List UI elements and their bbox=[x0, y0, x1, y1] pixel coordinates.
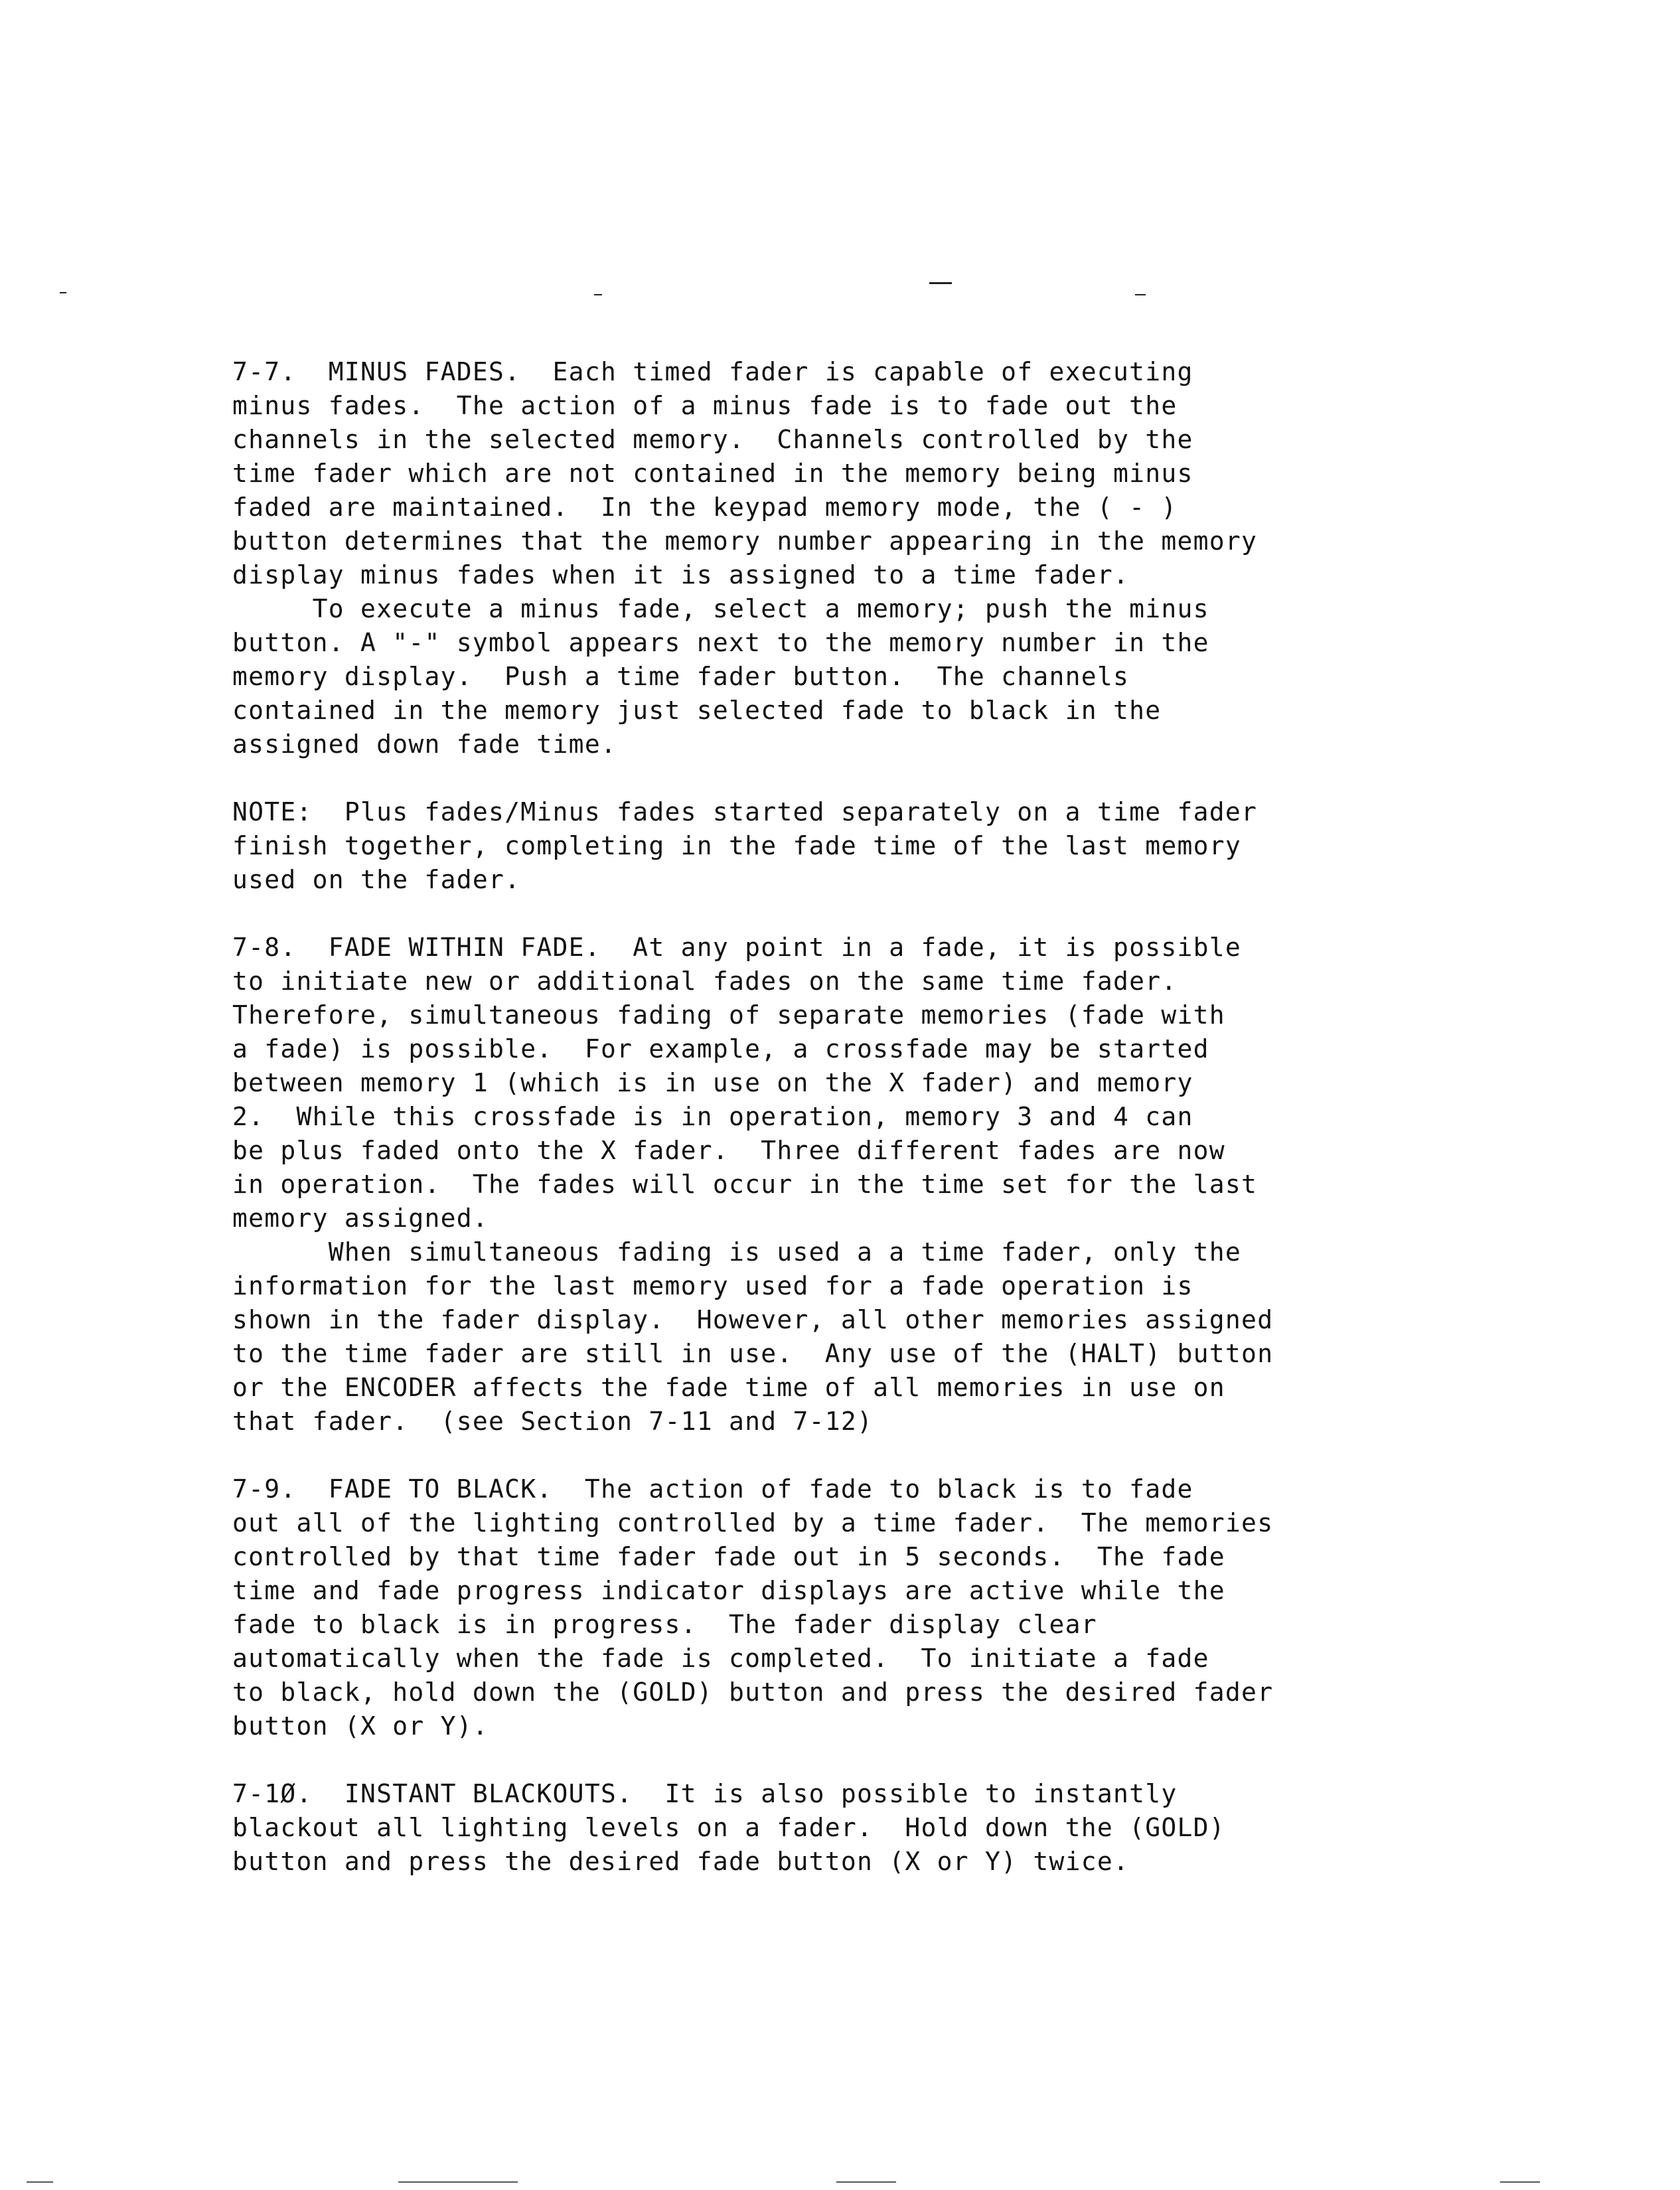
scan-mark bbox=[1135, 294, 1146, 295]
scan-mark bbox=[594, 294, 602, 295]
text-line: button determines that the memory number appearing in the memory bbox=[232, 526, 1258, 556]
text-line: time fader which are not contained in the memory being minus bbox=[232, 459, 1193, 488]
section-7-7 bbox=[232, 355, 1560, 761]
text-line: channels in the selected memory. Channels controlled by the bbox=[232, 425, 1193, 454]
text-line: faded are maintained. In the keypad memory mode, the ( - ) bbox=[232, 493, 1178, 522]
text-line: button (X or Y). bbox=[232, 1711, 489, 1741]
text-line: or the ENCODER affects the fade time of all memories in use on bbox=[232, 1373, 1225, 1402]
section-7-10 bbox=[232, 1777, 1560, 1879]
text-line: fade to black is in progress. The fader display clear bbox=[232, 1610, 1097, 1639]
text-line: that fader. (see Section 7-11 and 7-12) bbox=[232, 1407, 874, 1436]
text-line: assigned down fade time. bbox=[232, 730, 617, 759]
text-line: controlled by that time fader fade out in 5 seconds. The fade bbox=[232, 1542, 1225, 1571]
text-line: to initiate new or additional fades on the same time fader. bbox=[232, 967, 1178, 996]
section-7-9 bbox=[232, 1472, 1560, 1743]
text-line: to the time fader are still in use. Any use of the (HALT) button bbox=[232, 1339, 1274, 1368]
text-line: To execute a minus fade, select a memory; push the minus bbox=[232, 594, 1209, 623]
scan-edge-mark bbox=[27, 2181, 53, 2183]
document-body bbox=[232, 355, 1560, 1879]
text-line: shown in the fader display. However, all other memories assigned bbox=[232, 1305, 1274, 1334]
paragraph-gap bbox=[232, 1743, 1560, 1777]
text-line: information for the last memory used for a fade operation is bbox=[232, 1271, 1193, 1300]
text-line: display minus fades when it is assigned to a time fader. bbox=[232, 560, 1130, 589]
text-line: finish together, completing in the fade time of the last memory bbox=[232, 831, 1242, 860]
text-line: contained in the memory just selected fade to black in the bbox=[232, 696, 1162, 725]
section-7-8 bbox=[232, 931, 1560, 1439]
text-line: button and press the desired fade button (X or Y) twice. bbox=[232, 1847, 1130, 1876]
text-line: blackout all lighting levels on a fader. Hold down the (GOLD) bbox=[232, 1813, 1225, 1842]
text-line: be plus faded onto the X fader. Three different fades are now bbox=[232, 1136, 1225, 1165]
text-line: 7-1Ø. INSTANT BLACKOUTS. It is also possible to instantly bbox=[232, 1779, 1178, 1808]
scan-mark bbox=[60, 292, 66, 293]
text-line: in operation. The fades will occur in the time set for the last bbox=[232, 1170, 1258, 1199]
text-line: 2. While this crossfade is in operation, memory 3 and 4 can bbox=[232, 1102, 1193, 1131]
text-line: 7-9. FADE TO BLACK. The action of fade to black is to fade bbox=[232, 1474, 1193, 1504]
paragraph-gap bbox=[232, 897, 1560, 931]
text-line: out all of the lighting controlled by a time fader. The memories bbox=[232, 1508, 1274, 1537]
paragraph-gap bbox=[232, 761, 1560, 795]
text-line: used on the fader. bbox=[232, 865, 521, 894]
scan-edge-mark bbox=[836, 2181, 896, 2183]
text-line: When simultaneous fading is used a a time fader, only the bbox=[232, 1237, 1242, 1267]
text-line: to black, hold down the (GOLD) button and press the desired fader bbox=[232, 1678, 1274, 1707]
paragraph-gap bbox=[232, 1439, 1560, 1472]
text-line: memory assigned. bbox=[232, 1204, 489, 1233]
text-line: memory display. Push a time fader button. The channels bbox=[232, 662, 1130, 691]
text-line: 7-7. MINUS FADES. Each timed fader is capable of executing bbox=[232, 357, 1193, 386]
section-note bbox=[232, 795, 1560, 897]
text-line: NOTE: Plus fades/Minus fades started separately on a time fader bbox=[232, 797, 1258, 826]
scan-mark bbox=[929, 282, 952, 284]
scan-edge-mark bbox=[398, 2181, 518, 2183]
text-line: a fade) is possible. For example, a crossfade may be started bbox=[232, 1034, 1209, 1063]
text-line: button. A "-" symbol appears next to the memory number in the bbox=[232, 628, 1209, 657]
text-line: between memory 1 (which is in use on the X fader) and memory bbox=[232, 1068, 1193, 1097]
text-line: 7-8. FADE WITHIN FADE. At any point in a fade, it is possible bbox=[232, 933, 1242, 962]
text-line: time and fade progress indicator displays are active while the bbox=[232, 1576, 1225, 1605]
text-line: Therefore, simultaneous fading of separate memories (fade with bbox=[232, 1000, 1225, 1030]
text-line: automatically when the fade is completed. To initiate a fade bbox=[232, 1644, 1209, 1673]
text-line: minus fades. The action of a minus fade is to fade out the bbox=[232, 391, 1178, 420]
scan-edge-mark bbox=[1500, 2181, 1540, 2183]
